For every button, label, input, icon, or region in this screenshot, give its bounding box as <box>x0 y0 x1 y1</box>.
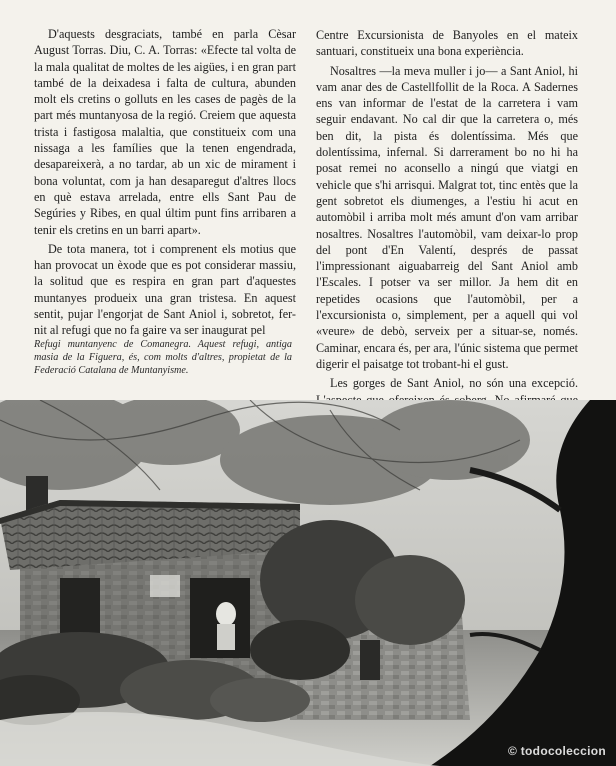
left-paragraph-2: De tota manera, tot i comprenent els motius que han provocat un èxode que es pot considerar massiu, la solitud que es respira en gran part d'aquestes muntanyes produeix una gran tristesa. En aquest sentit, pujar l'engorjat de Sant Aniol i, sobretot, fer-nit al refugi que no fa gaire va ser inaugurat pel <box>34 241 296 338</box>
right-continuation: Centre Excursionista de Banyoles en el mateix santuari, constitueix una bona experiència. <box>316 28 578 59</box>
farmhouse-illustration <box>0 400 616 766</box>
photo-caption: Refugi muntanyenc de Comanegra. Aquest refugi, antiga masia de la Figuera, és, com molts d'altres, propietat de la Federació Catalana de Muntanyisme. <box>34 339 292 377</box>
right-text-column <box>316 27 578 424</box>
left-text-column <box>34 26 296 339</box>
right-paragraph-1: Nosaltres —la meva muller i jo— a Sant Aniol, hi vam anar des de Castellfollit de la Roca. A Sadernes ens van informar de l'estat de la carretera i vam seguir endavant. No cal dir que la carretera o, més ben dit, la pista és dolentíssima. Més que dolentíssima, infernal. Si darrerament bo no hi ha posat remei no aconsello a ningú que viatgi en vehicle que s'hi arrisqui. Malgrat tot, tinc entès que la gent sobretot els diumenges, a l'estiu hi acut en automòbil i arriba molt més amunt d'on vam arribar nosaltres. Nosaltres l'automòbil, vam deixar-lo prop del pont d'En Valentí, després de passat l'impressionant aiguabarreig del Sant Aniol amb l'Escales. I potser va ser millor. Ja hem dit en repetides ocasions que l'automòbil, per a l'excursionista o, simplement, per a aquell qui vol «veure» de debò, serveix per a situar-se, només. Caminar, encara és, per ara, l'únic sistema que permet digerir el paisatge tot trobant-hi el gust. <box>316 63 578 371</box>
watermark: © todocoleccion <box>507 744 606 758</box>
left-paragraph-1: D'aquests desgraciats, també en parla Cèsar August Torras. Diu, C. A. Torras: «Efecte tal volta de la mala qualitat de moltes de les aigües, i en gran part també de la deixadesa i falta de cultura, abunden molt els cretins o golluts en les cases de pagès de la part més muntanyosa de la regió. Creiem que aquesta trista i fastigosa malaltia, que constitueix com una nissaga a les famílies que la tenen engendrada, desapareixerà, a no tardar, ab un xic de mirament i bona voluntat, com ja han desaparegut d'altres llocs en què estava arrelada, entre ells Sant Pau de Segúries y Ribes, en qual últim punt fins arribaren a tenir els cretins en un barri apart». <box>34 27 296 237</box>
right-paragraph-2: Les gorges de Sant Aniol, no són una excepció. <box>330 376 578 391</box>
farmhouse-photo <box>0 400 616 766</box>
person-figure <box>216 602 236 626</box>
doorway <box>60 578 100 638</box>
